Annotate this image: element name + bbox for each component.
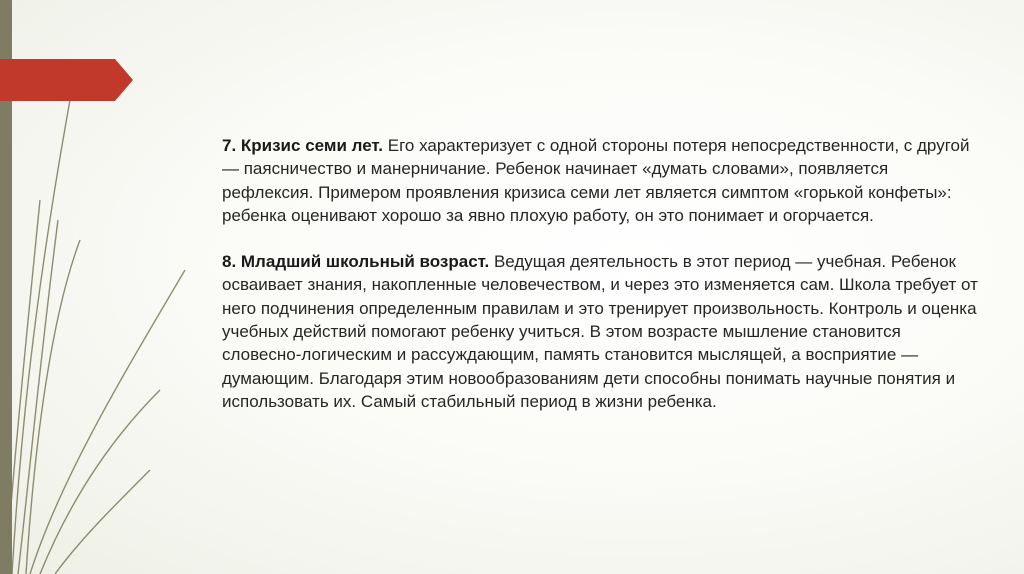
section-heading: 8. Младший школьный возраст. [222, 252, 490, 272]
section-text: Его характеризует с одной стороны потеря непосредственности, с другой — паясничество и манерничание. Ребенок начинает «думать словами», появляется рефлексия. Примером проявления кризиса семи лет является симптом «горькой конфеты»: ребенка оценивают хорошо за явно плохую работу, он это понимает и огорчается. [222, 136, 970, 225]
section-heading: 7. Кризис семи лет. [222, 136, 383, 155]
section-primary-school-age [222, 250, 982, 413]
slide-content [222, 134, 982, 436]
red-arrow-tab [0, 59, 133, 101]
section-text: Ведущая деятельность в этот период — учебная. Ребенок осваивает знания, накопленные человечеством, и через это изменяется сам. Школа требует от него подчинения определенным правилам и это тренирует произвольность. Контроль и оценка учебных действий помогают ребенку учиться. В этом возрасте мышление становится словесно-логическим и рассуждающим, память становится мыслящей, а восприятие — думающим. Благодаря этим новообразованиям дети способны понимать научные понятия и использовать их. Самый стабильный период в жизни ребенка. [222, 252, 978, 411]
section-crisis-seven [222, 134, 982, 227]
